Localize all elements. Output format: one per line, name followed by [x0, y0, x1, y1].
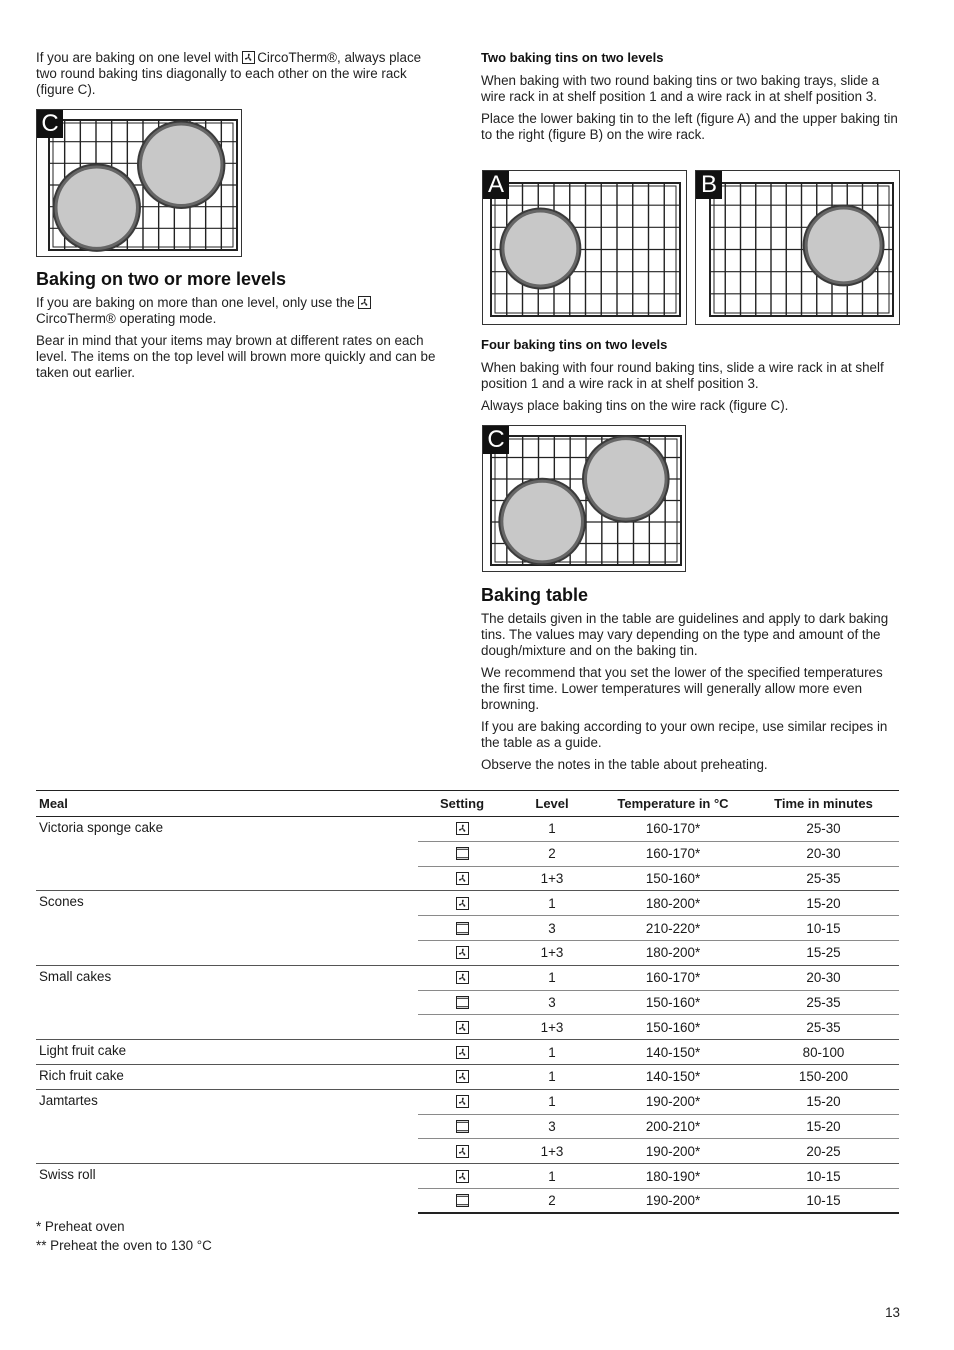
setting-cell [418, 841, 506, 866]
table-row [36, 891, 899, 916]
temperature-cell: 150-160* [598, 990, 748, 1015]
baking-table [36, 790, 899, 1214]
four-tins-p1: When baking with four round baking tins, slide a wire rack in at shelf position 1 and a wire rack in at shelf position 3. [481, 360, 884, 391]
setting-cell [418, 866, 506, 891]
circotherm-icon [358, 296, 371, 309]
figure-label: C [37, 110, 63, 138]
meal-cell: Scones [36, 891, 418, 965]
section-heading: Baking table [481, 585, 589, 605]
fan-icon [456, 872, 469, 885]
multi-level-p1-mode: CircoTherm® operating mode. [36, 311, 217, 326]
temperature-cell: 160-170* [598, 841, 748, 866]
time-cell: 25-35 [748, 990, 899, 1015]
temperature-cell: 190-200* [598, 1089, 748, 1114]
temperature-cell: 190-200* [598, 1188, 748, 1213]
temperature-cell: 200-210* [598, 1114, 748, 1139]
wire-rack-illustration [483, 171, 687, 325]
multi-level-section [36, 268, 446, 381]
page-number: 13 [885, 1305, 900, 1320]
time-cell: 20-30 [748, 841, 899, 866]
table-row [36, 817, 899, 842]
baking-table-p1: The details given in the table are guidelines and apply to dark baking tins. The values may vary depending on the type and amount of the dough/mixture and on the baking tin. [481, 611, 889, 658]
level-cell: 3 [506, 990, 598, 1015]
time-cell: 80-100 [748, 1040, 899, 1065]
temperature-cell: 160-170* [598, 817, 748, 842]
table-row [36, 1089, 899, 1114]
four-tins-section [481, 337, 901, 414]
time-cell: 25-35 [748, 866, 899, 891]
two-tins-heading: Two baking tins on two levels [481, 50, 664, 65]
temperature-cell: 180-200* [598, 940, 748, 965]
fan-icon [456, 971, 469, 984]
setting-cell [418, 891, 506, 916]
right-column [481, 50, 901, 772]
intro-text-post: , always place two round baking tins diagonally to each other on the wire rack (figure C). [36, 50, 422, 97]
meal-cell: Rich fruit cake [36, 1064, 418, 1089]
level-cell: 1+3 [506, 940, 598, 965]
time-cell: 20-25 [748, 1139, 899, 1164]
meal-cell: Swiss roll [36, 1164, 418, 1214]
temperature-cell: 140-150* [598, 1040, 748, 1065]
intro-paragraph [36, 50, 436, 98]
temperature-cell: 180-190* [598, 1164, 748, 1189]
level-cell: 3 [506, 916, 598, 941]
time-cell: 10-15 [748, 916, 899, 941]
setting-cell [418, 1188, 506, 1213]
table-row [36, 1040, 899, 1065]
wire-rack-illustration [483, 426, 686, 572]
multi-level-p1-text: If you are baking on more than one level, only use the [36, 295, 359, 310]
level-cell: 1 [506, 817, 598, 842]
temperature-cell: 150-160* [598, 866, 748, 891]
figure-c-top [36, 109, 242, 257]
figure-label: A [483, 171, 509, 199]
intro-mode-name: CircoTherm® [257, 50, 338, 65]
fan-icon [456, 1046, 469, 1059]
time-cell: 25-30 [748, 817, 899, 842]
meal-cell: Jamtartes [36, 1089, 418, 1163]
time-cell: 25-35 [748, 1015, 899, 1040]
level-cell: 1 [506, 1064, 598, 1089]
section-heading: Baking on two or more levels [36, 269, 287, 289]
baking-table-p2: We recommend that you set the lower of the specified temperatures the first time. Lower temperatures will generally allow more even browning. [481, 665, 883, 712]
fan-icon [456, 1145, 469, 1158]
temperature-cell: 160-170* [598, 965, 748, 990]
time-cell: 10-15 [748, 1188, 899, 1213]
level-cell: 1+3 [506, 1015, 598, 1040]
temperature-cell: 190-200* [598, 1139, 748, 1164]
four-tins-p2: Always place baking tins on the wire rack (figure C). [481, 398, 789, 413]
table-row [36, 965, 899, 990]
setting-cell [418, 1164, 506, 1189]
meal-cell: Light fruit cake [36, 1040, 418, 1065]
setting-cell [418, 1089, 506, 1114]
header-temperature: Temperature in °C [598, 791, 748, 817]
table-body [36, 817, 899, 1214]
fan-icon [456, 1095, 469, 1108]
level-cell: 3 [506, 1114, 598, 1139]
conventional-icon [456, 1194, 469, 1207]
level-cell: 1 [506, 1164, 598, 1189]
level-cell: 1+3 [506, 866, 598, 891]
wire-rack-illustration [37, 110, 242, 257]
setting-cell [418, 1114, 506, 1139]
time-cell: 20-30 [748, 965, 899, 990]
setting-cell [418, 1139, 506, 1164]
temperature-cell: 150-160* [598, 1015, 748, 1040]
fan-icon [456, 946, 469, 959]
fan-icon [456, 822, 469, 835]
four-tins-heading: Four baking tins on two levels [481, 337, 668, 352]
figure-c-right [482, 425, 686, 572]
setting-cell [418, 1064, 506, 1089]
setting-cell [418, 990, 506, 1015]
conventional-icon [456, 1120, 469, 1133]
fan-icon [456, 1021, 469, 1034]
level-cell: 1 [506, 891, 598, 916]
conventional-icon [456, 922, 469, 935]
table-row [36, 1164, 899, 1189]
time-cell: 10-15 [748, 1164, 899, 1189]
level-cell: 1 [506, 965, 598, 990]
time-cell: 150-200 [748, 1064, 899, 1089]
meal-cell: Small cakes [36, 965, 418, 1039]
temperature-cell: 140-150* [598, 1064, 748, 1089]
meal-cell: Victoria sponge cake [36, 817, 418, 891]
level-cell: 1+3 [506, 1139, 598, 1164]
level-cell: 2 [506, 841, 598, 866]
header-setting: Setting [418, 791, 506, 817]
left-column [36, 50, 446, 380]
baking-table-p4: Observe the notes in the table about preheating. [481, 757, 768, 772]
setting-cell [418, 916, 506, 941]
baking-table-section [481, 584, 901, 773]
two-tins-p2: Place the lower baking tin to the left (figure A) and the upper baking tin to the right (figure B) on the wire rack. [481, 111, 898, 142]
circotherm-icon [242, 51, 255, 64]
setting-cell [418, 940, 506, 965]
wire-rack-illustration [696, 171, 900, 325]
header-level: Level [506, 791, 598, 817]
header-meal: Meal [36, 791, 418, 817]
intro-text-pre: If you are baking on one level with [36, 50, 243, 65]
temperature-cell: 180-200* [598, 891, 748, 916]
fan-icon [456, 897, 469, 910]
figure-label: B [696, 171, 722, 199]
setting-cell [418, 1015, 506, 1040]
footnote-preheat-130: ** Preheat the oven to 130 °C [36, 1238, 212, 1253]
setting-cell [418, 965, 506, 990]
setting-cell [418, 1040, 506, 1065]
conventional-icon [456, 847, 469, 860]
fan-icon [456, 1070, 469, 1083]
figure-b [695, 170, 900, 325]
fan-icon [456, 1170, 469, 1183]
temperature-cell: 210-220* [598, 916, 748, 941]
time-cell: 15-20 [748, 891, 899, 916]
time-cell: 15-25 [748, 940, 899, 965]
footnotes [36, 1217, 212, 1255]
level-cell: 2 [506, 1188, 598, 1213]
two-tins-p1: When baking with two round baking tins or two baking trays, slide a wire rack in at shelf position 1 and a wire rack in at shelf position 3. [481, 73, 880, 104]
header-time: Time in minutes [748, 791, 899, 817]
table-row [36, 1064, 899, 1089]
footnote-preheat: * Preheat oven [36, 1219, 125, 1234]
figure-a [482, 170, 687, 325]
conventional-icon [456, 996, 469, 1009]
time-cell: 15-20 [748, 1089, 899, 1114]
level-cell: 1 [506, 1040, 598, 1065]
baking-table-p3: If you are baking according to your own recipe, use similar recipes in the table as a guide. [481, 719, 888, 750]
multi-level-p2: Bear in mind that your items may brown at different rates on each level. The items on the top level will brown more quickly and can be taken out earlier. [36, 333, 436, 380]
figure-label: C [483, 426, 509, 454]
multi-level-p1 [36, 295, 446, 327]
level-cell: 1 [506, 1089, 598, 1114]
setting-cell [418, 817, 506, 842]
time-cell: 15-20 [748, 1114, 899, 1139]
table-header-row [36, 791, 899, 817]
